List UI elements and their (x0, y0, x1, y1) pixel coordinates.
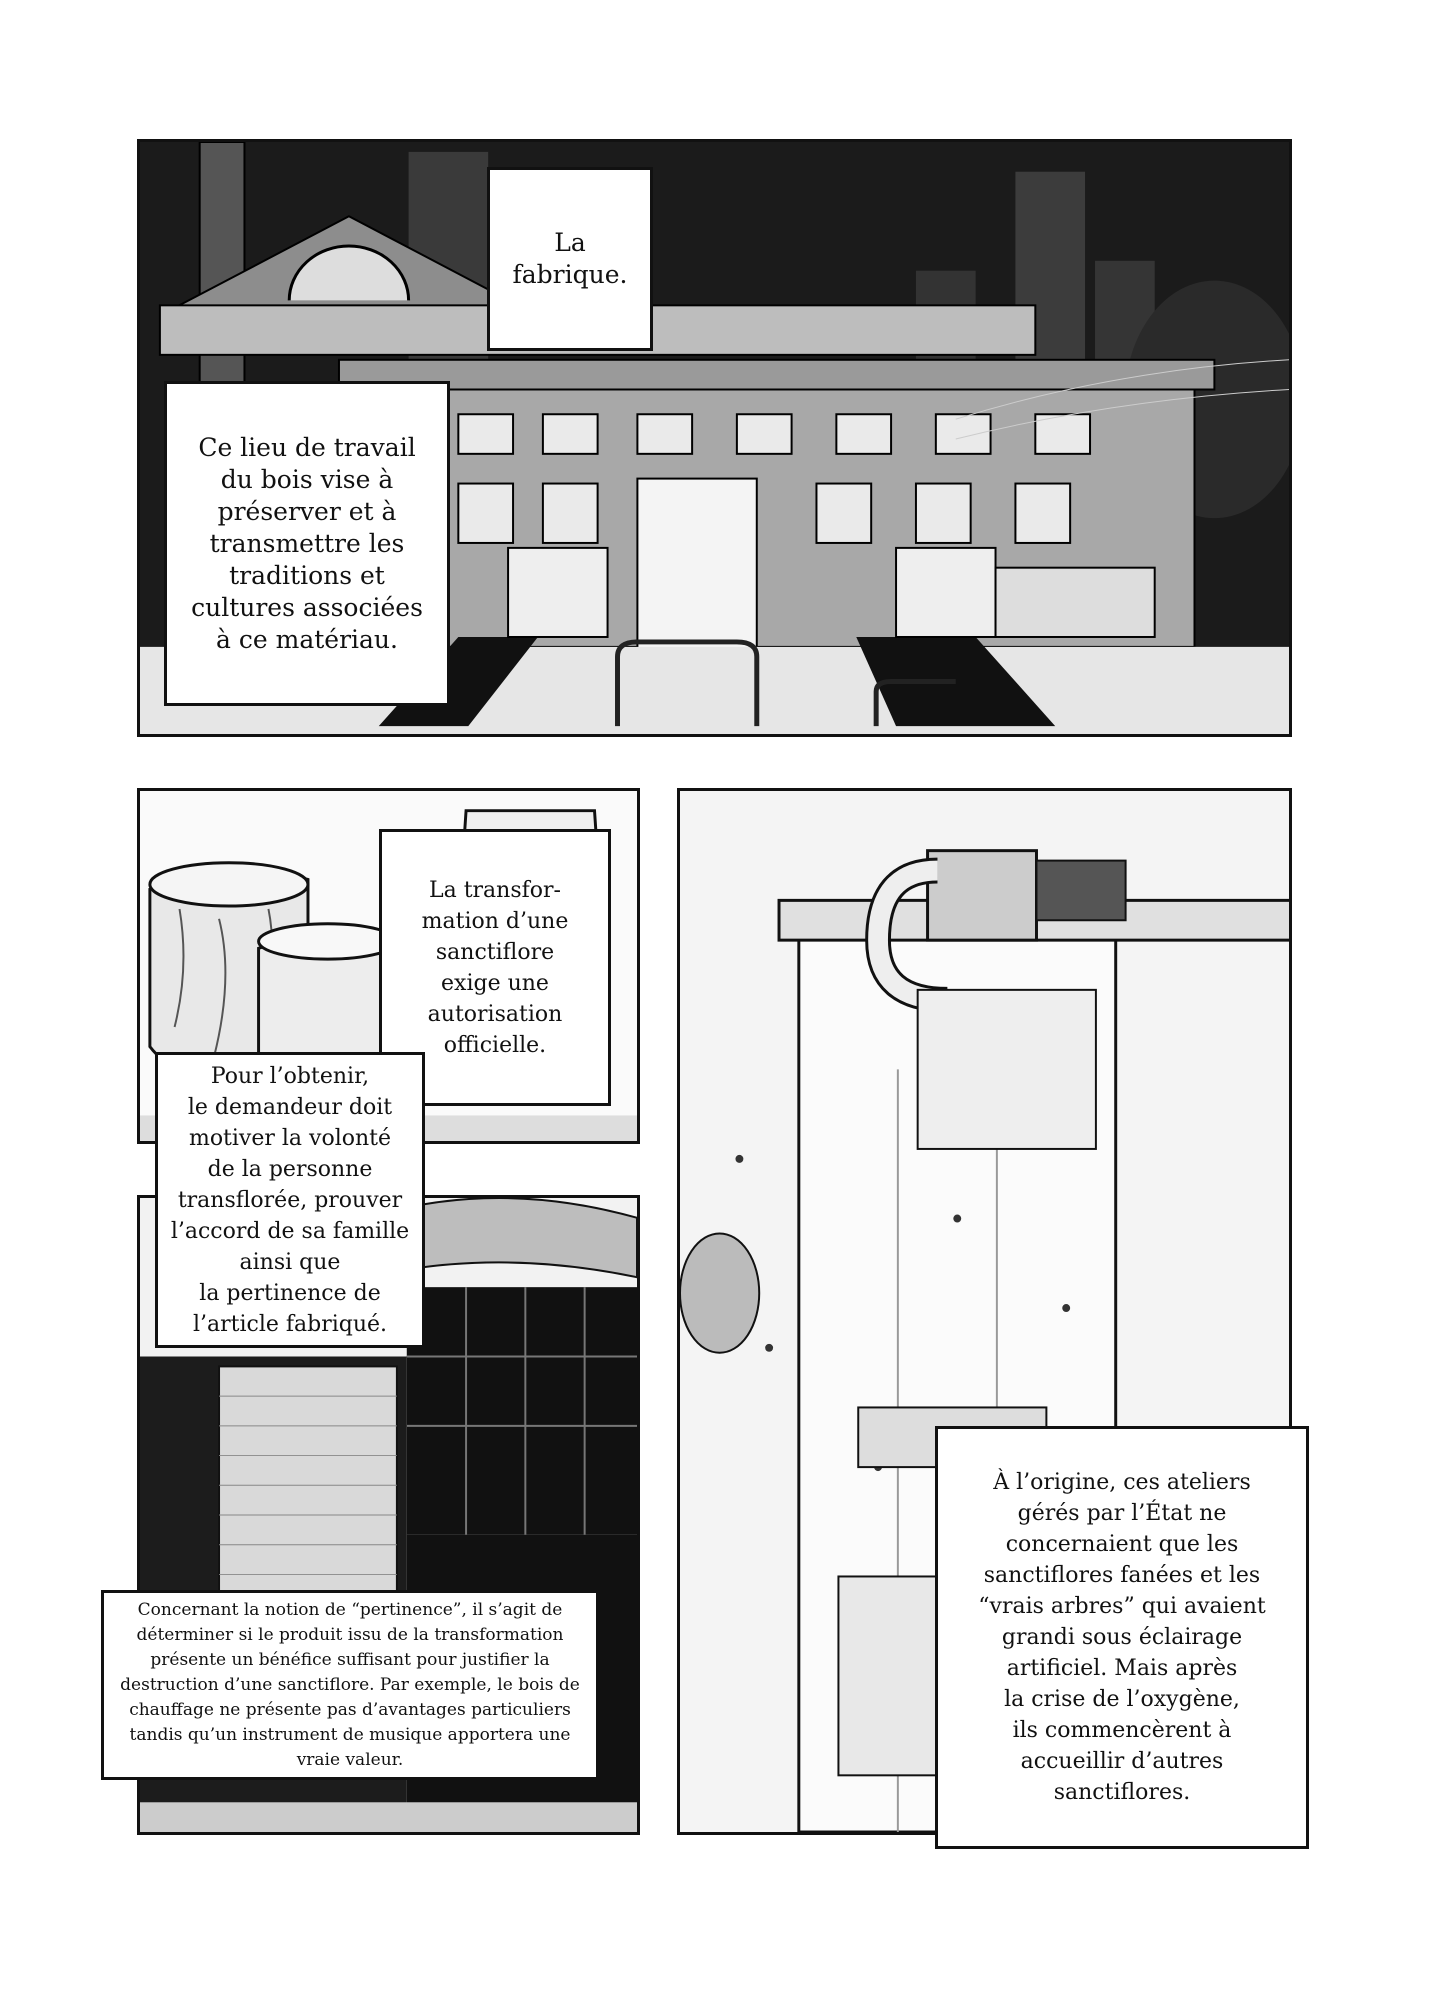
caption-history: À l’origine, ces ateliers gérés par l’État ne concernaient que les sanctiflores fanées et les “vrais arbres” qui avaient grandi sous éclairage artificiel. Mais après la crise de l’oxygène, ils commencèrent à accueillir d’autres sanctiflores. (935, 1426, 1309, 1849)
caption-authorization: La transfor- mation d’une sanctiflore exige une autorisation officielle. (379, 829, 611, 1106)
caption-intro: Ce lieu de travail du bois vise à préserver et à transmettre les traditions et cultures associées à ce matériau. (164, 381, 450, 706)
caption-title: La fabrique. (487, 167, 653, 351)
caption-requirements: Pour l’obtenir, le demandeur doit motiver la volonté de la personne transflorée, prouver l’accord de sa famille ainsi que la pertinence de l’article fabriqué. (155, 1052, 425, 1348)
caption-note: Concernant la notion de “pertinence”, il s’agit de déterminer si le produit issu de la transformation présente un bénéfice suffisant pour justifier la destruction d’une sanctiflore. Par exemple, le bois de chauffage ne présente pas d’avantages particuliers tandis qu’un instrument de musique apportera une vraie valeur. (101, 1590, 599, 1780)
